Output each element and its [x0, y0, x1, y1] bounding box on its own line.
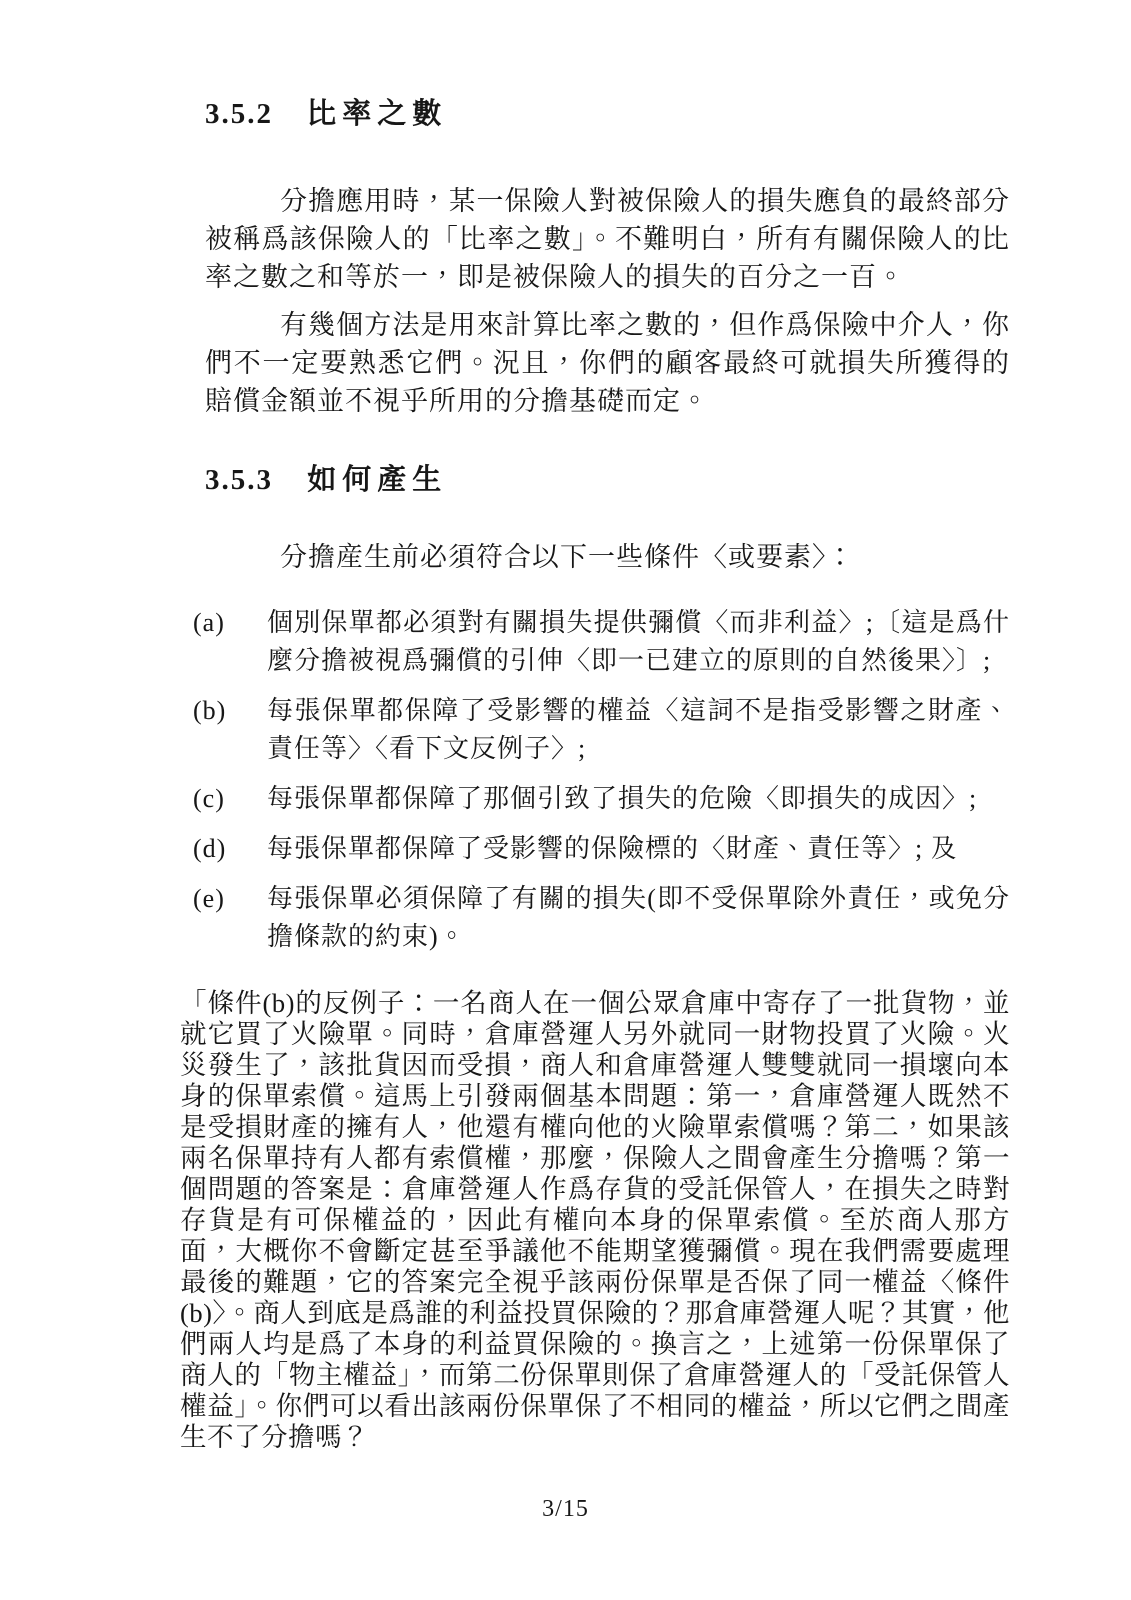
- counter-example-paragraph: 「條件(b)的反例子：一名商人在一個公眾倉庫中寄存了一批貨物，並就它買了火險單。同時，倉庫營運人另外就同一財物投買了火險。火災發生了，該批貨因而受損，商人和倉庫營運人雙雙就同一損壞向本身的保單索償。這馬上引發兩個基本問題：第一，倉庫營運人既然不是受損財產的擁有人，他還有權向他的火險單索償嗎？第二，如果該兩名保單持有人都有索償權，那麼，保險人之間會產生分擔嗎？第一個問題的答案是：倉庫營運人作爲存貨的受託保管人，在損失之時對存貨是有可保權益的，因此有權向本身的保單索償。至於商人那方面，大概你不會斷定甚至爭議他不能期望獲彌償。現在我們需要處理最後的難題，它的答案完全視乎該兩份保單是否保了同一權益〈條件(b)〉。商人到底是爲誰的利益投買保險的？那倉庫營運人呢？其實，他們兩人均是爲了本身的利益買保險的。換言之，上述第一份保單保了商人的「物主權益」，而第二份保單則保了倉庫營運人的「受託保管人權益」。你們可以看出該兩份保單保了不相同的權益，所以它們之間產生不了分擔嗎？: [180, 988, 1010, 1452]
- list-item-text: 每張保單都保障了那個引致了損失的危險〈即損失的成因〉;: [267, 784, 978, 813]
- section-number: 3.5.3: [205, 464, 273, 496]
- conditions-intro: 分擔産生前必須符合以下一些條件〈或要素〉：: [280, 542, 855, 572]
- body-paragraph: 有幾個方法是用來計算比率之數的，但作爲保險中介人，你們不一定要熟悉它們。況且，你們的顧客最終可就損失所獲得的賠償金額並不視乎所用的分擔基礎而定。: [205, 310, 1010, 416]
- list-item-text: 每張保單都保障了受影響的保險標的〈財產、責任等〉; 及: [267, 834, 958, 863]
- list-item-label: (a): [193, 608, 225, 637]
- list-item-label: (d): [193, 834, 227, 863]
- section-heading: [205, 462, 1010, 498]
- list-item-text: 個別保單都必須對有關損失提供彌償〈而非利益〉;〔這是爲什麼分擔被視爲彌償的引伸〈即一已建立的原則的自然後果〉〕;: [267, 608, 1010, 675]
- section-heading: [205, 96, 1010, 132]
- page-number: 3/15: [542, 1496, 589, 1522]
- section-title: 比率之數: [307, 98, 448, 130]
- page-footer: [0, 1496, 1131, 1523]
- list-item-b: [180, 692, 1010, 768]
- list-item-d: [180, 830, 1010, 868]
- list-item-label: (b): [193, 696, 227, 725]
- conditions-list: [180, 604, 1010, 956]
- list-item-a: [180, 604, 1010, 680]
- section-title: 如何產生: [307, 464, 448, 496]
- list-item-label: (c): [193, 784, 225, 813]
- list-item-text: 每張保單都保障了受影響的權益〈這詞不是指受影響之財產、責任等〉〈看下文反例子〉;: [267, 696, 1010, 763]
- list-item-label: (e): [193, 884, 225, 913]
- list-item-c: [180, 780, 1010, 818]
- section-3-5-2: [180, 96, 1010, 420]
- list-item-text: 每張保單必須保障了有關的損失(即不受保單除外責任，或免分擔條款的約束)。: [267, 884, 1010, 951]
- section-number: 3.5.2: [205, 98, 273, 130]
- list-item-e: [180, 880, 1010, 956]
- body-paragraph: 分擔應用時，某一保險人對被保險人的損失應負的最終部分被稱爲該保險人的「比率之數」。不難明白，所有有關保險人的比率之數之和等於一，即是被保險人的損失的百分之一百。: [205, 186, 1010, 292]
- section-3-5-3: [180, 462, 1010, 956]
